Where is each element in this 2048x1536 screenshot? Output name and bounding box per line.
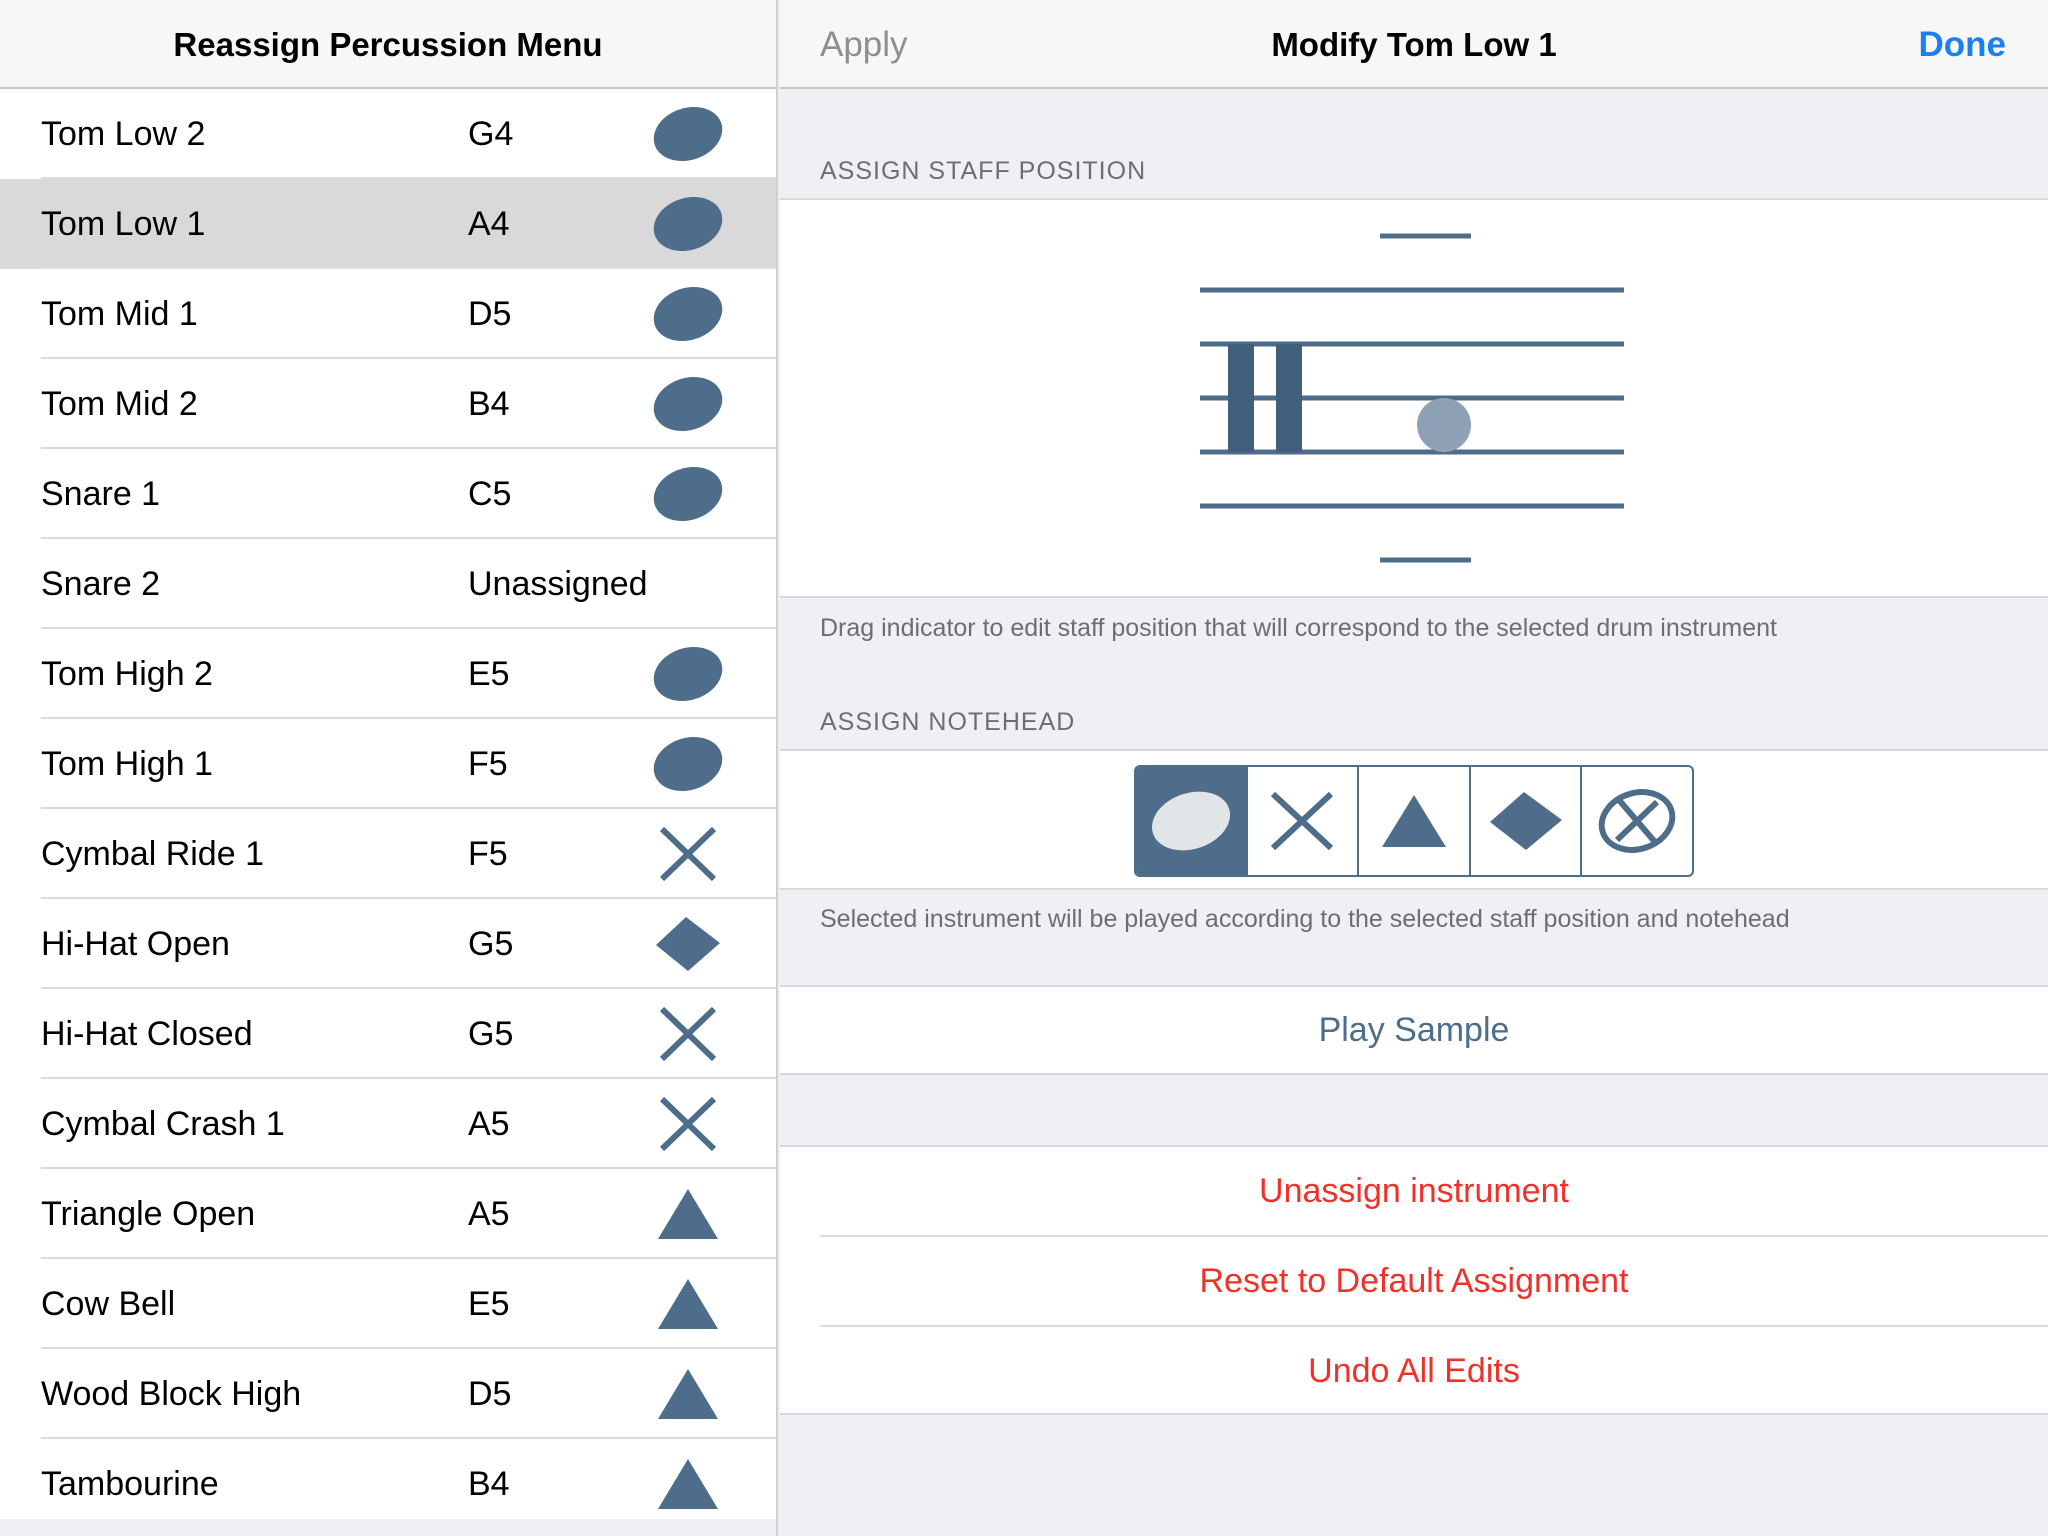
- staff-position-indicator-icon[interactable]: [1417, 398, 1471, 452]
- staff-hint: Drag indicator to edit staff position that will correspond to the selected drum instrument: [820, 614, 1777, 642]
- oval-icon: [652, 195, 724, 253]
- list-item[interactable]: [0, 89, 776, 179]
- undo-all-edits-button[interactable]: Undo All Edits: [1308, 1352, 1520, 1390]
- staff-note: G5: [468, 1015, 514, 1053]
- instrument-name: Snare 1: [41, 475, 161, 513]
- staff-note: B4: [468, 1465, 510, 1503]
- staff-note: A5: [468, 1195, 510, 1233]
- x-icon: [652, 1005, 724, 1063]
- staff-note: G4: [468, 115, 514, 153]
- notehead-option-x[interactable]: [1246, 767, 1358, 875]
- oval-icon: [652, 735, 724, 793]
- left-panel-title: Reassign Percussion Menu: [0, 0, 776, 89]
- modify-instrument-panel: [780, 0, 2048, 1536]
- staff-note: F5: [468, 835, 508, 873]
- list-item[interactable]: [0, 179, 776, 269]
- list-item[interactable]: [0, 1259, 776, 1349]
- staff-note: Unassigned: [468, 565, 648, 603]
- list-item[interactable]: [0, 539, 776, 629]
- diamond-icon: [1488, 790, 1564, 852]
- instrument-name: Triangle Open: [41, 1195, 256, 1233]
- instrument-name: Tom Low 1: [41, 205, 206, 243]
- play-sample-button[interactable]: Play Sample: [1318, 1011, 1510, 1049]
- diamond-icon: [652, 915, 724, 973]
- page-title: Modify Tom Low 1: [1271, 26, 1557, 63]
- notehead-section-label: ASSIGN NOTEHEAD: [820, 708, 1076, 736]
- staff-editor[interactable]: [1180, 228, 1640, 568]
- staff-note: D5: [468, 1375, 512, 1413]
- staff-note: A4: [468, 205, 510, 243]
- x-icon: [652, 825, 724, 883]
- list-item[interactable]: [0, 1439, 776, 1529]
- staff-note: B4: [468, 385, 510, 423]
- x-icon: [652, 1095, 724, 1153]
- instrument-name: Tom Low 2: [41, 115, 206, 153]
- actions-card: [780, 1145, 2048, 1415]
- oval-icon: [652, 645, 724, 703]
- triangle-icon: [1378, 791, 1450, 851]
- play-sample-card: [780, 985, 2048, 1075]
- instrument-name: Tom High 2: [41, 655, 213, 693]
- notehead-option-diamond[interactable]: [1469, 767, 1581, 875]
- instrument-name: Tambourine: [41, 1465, 219, 1503]
- notehead-card: [780, 749, 2048, 890]
- oval-icon: [652, 465, 724, 523]
- notehead-hint: Selected instrument will be played according to the selected staff position and notehead: [820, 905, 1790, 933]
- notehead-option-oval[interactable]: [1136, 767, 1246, 875]
- apply-button[interactable]: Apply: [820, 25, 908, 64]
- x-icon: [1267, 790, 1337, 852]
- instrument-name: Hi-Hat Closed: [41, 1015, 253, 1053]
- list-item[interactable]: [0, 359, 776, 449]
- list-item[interactable]: [0, 719, 776, 809]
- instrument-name: Tom High 1: [41, 745, 213, 783]
- list-item[interactable]: [0, 899, 776, 989]
- triangle-icon: [652, 1455, 724, 1513]
- instrument-name: Snare 2: [41, 565, 161, 603]
- staff-note: F5: [468, 745, 508, 783]
- circle-x-icon: [1597, 788, 1677, 854]
- notehead-picker: [1134, 765, 1694, 877]
- triangle-icon: [652, 1365, 724, 1423]
- instrument-name: Cow Bell: [41, 1285, 176, 1323]
- instrument-name: Cymbal Crash 1: [41, 1105, 285, 1143]
- list-item[interactable]: [0, 269, 776, 359]
- list-item[interactable]: [0, 809, 776, 899]
- list-item[interactable]: [0, 1169, 776, 1259]
- instrument-name: Cymbal Ride 1: [41, 835, 264, 873]
- oval-icon: [1150, 790, 1232, 852]
- list-item[interactable]: [0, 629, 776, 719]
- reset-default-button[interactable]: Reset to Default Assignment: [1199, 1262, 1629, 1300]
- triangle-icon: [652, 1275, 724, 1333]
- staff-position-card: [780, 198, 2048, 598]
- done-button[interactable]: Done: [1918, 25, 2006, 64]
- staff-note: D5: [468, 295, 512, 333]
- notehead-option-triangle[interactable]: [1357, 767, 1469, 875]
- list-item[interactable]: [0, 1349, 776, 1439]
- oval-icon: [652, 375, 724, 433]
- triangle-icon: [652, 1185, 724, 1243]
- oval-icon: [652, 105, 724, 163]
- notehead-option-circle-x[interactable]: [1580, 767, 1692, 875]
- staff-section-label: ASSIGN STAFF POSITION: [820, 157, 1147, 185]
- staff-note: A5: [468, 1105, 510, 1143]
- oval-icon: [652, 285, 724, 343]
- list-item[interactable]: [0, 989, 776, 1079]
- percussion-list: [0, 89, 776, 1529]
- nav-bar: [780, 0, 2048, 89]
- staff-note: G5: [468, 925, 514, 963]
- instrument-name: Wood Block High: [41, 1375, 302, 1413]
- instrument-name: Tom Mid 2: [41, 385, 198, 423]
- instrument-name: Hi-Hat Open: [41, 925, 230, 963]
- unassign-instrument-button[interactable]: Unassign instrument: [1259, 1172, 1569, 1210]
- instrument-name: Tom Mid 1: [41, 295, 198, 333]
- list-footer: [0, 1519, 776, 1536]
- staff-note: C5: [468, 475, 512, 513]
- list-item[interactable]: [0, 449, 776, 539]
- staff-note: E5: [468, 655, 510, 693]
- percussion-list-panel: [0, 0, 778, 1536]
- list-item[interactable]: [0, 1079, 776, 1169]
- staff-note: E5: [468, 1285, 510, 1323]
